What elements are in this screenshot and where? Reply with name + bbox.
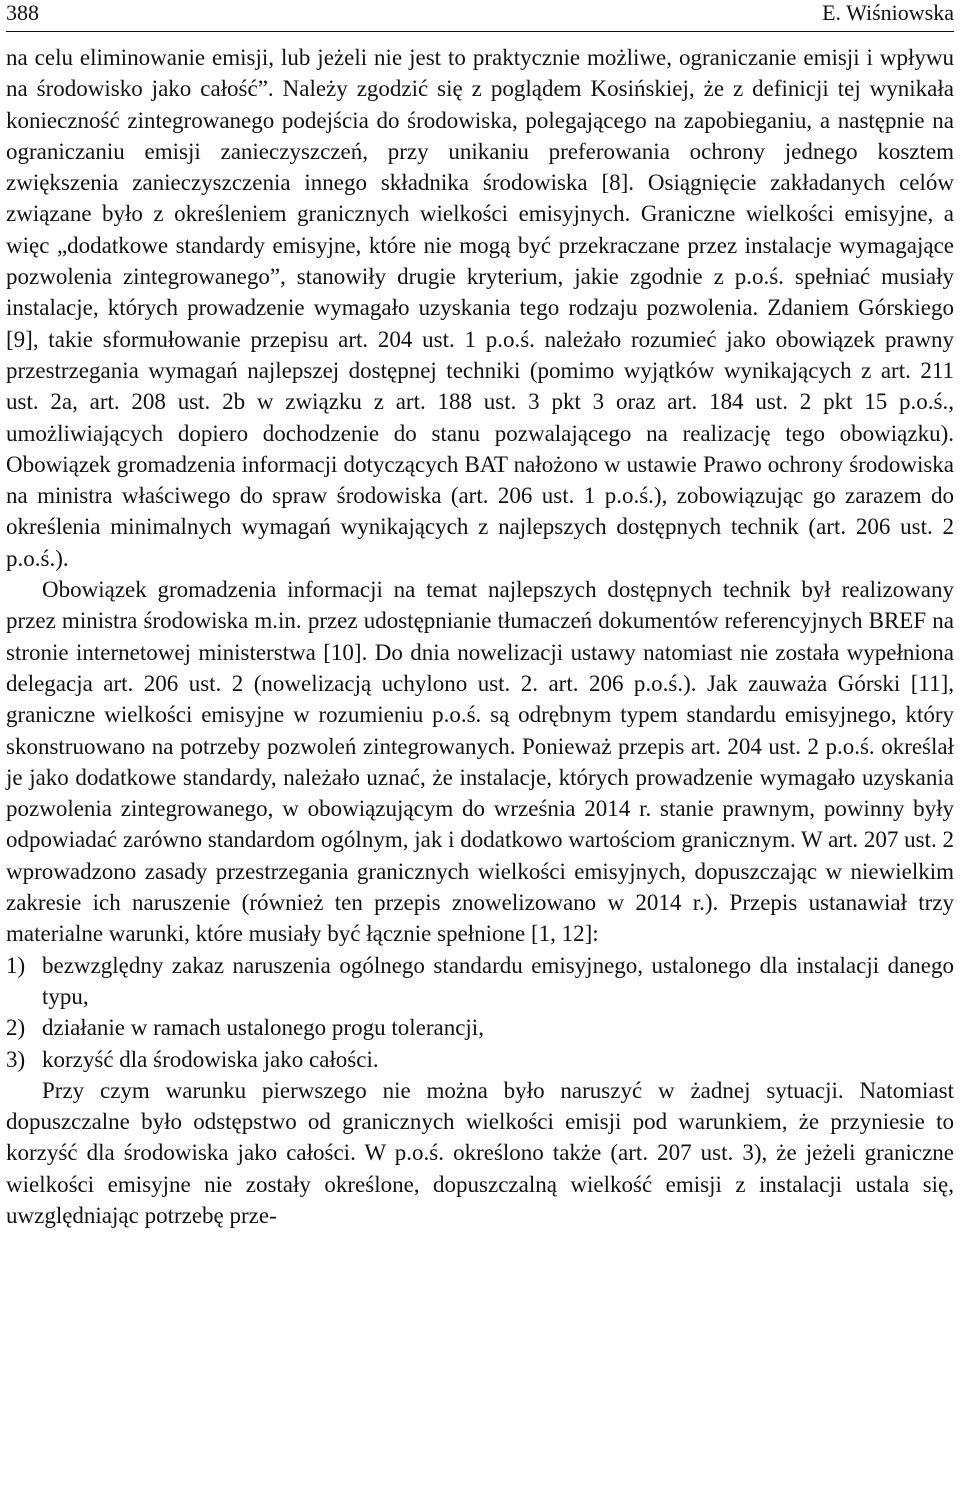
paragraph-continued: na celu eliminowanie emisji, lub jeżeli nie jest to praktycznie możliwe, ograniczanie emisji i wpływu na środowisko jako całość”. Należy zgodzić się z poglądem Kosińskiej, że z definicji tej wynikała konieczność zintegrowanego podejścia do środowiska, polegającego na zapobieganiu, a następnie na ograniczaniu emisji zanieczyszczeń, przy unikaniu preferowania ochrony jednego kosztem zwiększenia zanieczyszczenia innego składnika środowiska [8]. Osiągnięcie zakładanych celów związane było z określeniem granicznych wielkości emisyjnych. Graniczne wielkości emisyjne, a więc „dodatkowe standardy emisyjne, które nie mogą być przekraczane przez instalacje wymagające pozwolenia zintegrowanego”, stanowiły drugie kryterium, jakie zgodnie z p.o.ś. spełniać musiały instalacje, których prowadzenie wymagało uzyskania tego rodzaju pozwolenia. Zdaniem Górskiego [9], takie sformułowanie przepisu art. 204 ust. 1 p.o.ś. należało rozumieć jako obowiązek prawny przestrzegania wymagań najlepszej dostępnej techniki (pomimo wyjątków wynikających z art. 211 ust. 2a, art. 208 ust. 2b w związku z art. 188 ust. 3 pkt 3 oraz art. 184 ust. 2 pkt 15 p.o.ś., umożliwiających dopiero dochodzenie do stanu pozwalającego na realizację tego obowiązku). Obowiązek gromadzenia informacji dotyczących BAT nałożono w ustawie Prawo ochrony środowiska na ministra właściwego do spraw środowiska (art. 206 ust. 1 p.o.ś.), zobowiązując go zarazem do określenia minimalnych wymagań wynikających z najlepszych dostępnych technik (art. 206 ust. 2 p.o.ś.).: [6, 45, 954, 571]
header-rule: [6, 31, 954, 32]
page-number: 388: [6, 0, 39, 25]
document-page: [6, 0, 954, 1231]
list-item-text: bezwzględny zakaz naruszenia ogólnego standardu emisyjnego, ustalonego dla instalacji danego typu,: [42, 952, 954, 1009]
body-text: [6, 42, 954, 1231]
list-item-text: korzyść dla środowiska jako całości.: [42, 1046, 379, 1072]
list-item-number: 3): [6, 1046, 26, 1072]
paragraph: Przy czym warunku pierwszego nie można było naruszyć w żadnej sytuacji. Natomiast dopuszczalne było odstępstwo od granicznych wielkości emisji pod warunkiem, że przyniesie to korzyść dla środowiska jako całości. W p.o.ś. określono także (art. 207 ust. 3), że jeżeli graniczne wielkości emisyjne nie zostały określone, dopuszczalną wielkość emisji z instalacji ustala się, uwzględniając potrzebę prze-: [6, 1077, 954, 1228]
list-item: [6, 1044, 954, 1075]
paragraph: Obowiązek gromadzenia informacji na temat najlepszych dostępnych technik był realizowany przez ministra środowiska m.in. przez udostępnianie tłumaczeń dokumentów referencyjnych BREF na stronie internetowej ministerstwa [10]. Do dnia nowelizacji ustawy natomiast nie została wypełniona delegacja art. 206 ust. 2 (nowelizacją uchylono ust. 2. art. 206 p.o.ś.). Jak zauważa Górski [11], graniczne wielkości emisyjne w rozumieniu p.o.ś. są odrębnym typem standardu emisyjnego, który skonstruowano na potrzeby pozwoleń zintegrowanych. Ponieważ przepis art. 204 ust. 2 p.o.ś. określał je jako dodatkowe standardy, należało uznać, że instalacje, których prowadzenie wymagało uzyskania pozwolenia zintegrowanego, w obowiązującym do września 2014 r. stanie prawnym, powinny były odpowiadać zarówno standardom ogólnym, jak i dodatkowo wartościom granicznym. W art. 207 ust. 2 wprowadzono zasady przestrzegania granicznych wielkości emisyjnych, dopuszczając w niewielkim zakresie ich naruszenie (również ten przepis znowelizowano w 2014 r.). Przepis ustanawiał trzy materialne warunki, które musiały być łącznie spełnione [1, 12]:: [6, 577, 954, 947]
page-header: [6, 0, 954, 34]
list-item-number: 1): [6, 952, 26, 978]
list-item: [6, 1012, 954, 1043]
list-item-number: 2): [6, 1015, 26, 1041]
list-item: [6, 950, 954, 1013]
list-item-text: działanie w ramach ustalonego progu tolerancji,: [42, 1015, 484, 1041]
running-head-author: E. Wiśniowska: [822, 0, 954, 25]
